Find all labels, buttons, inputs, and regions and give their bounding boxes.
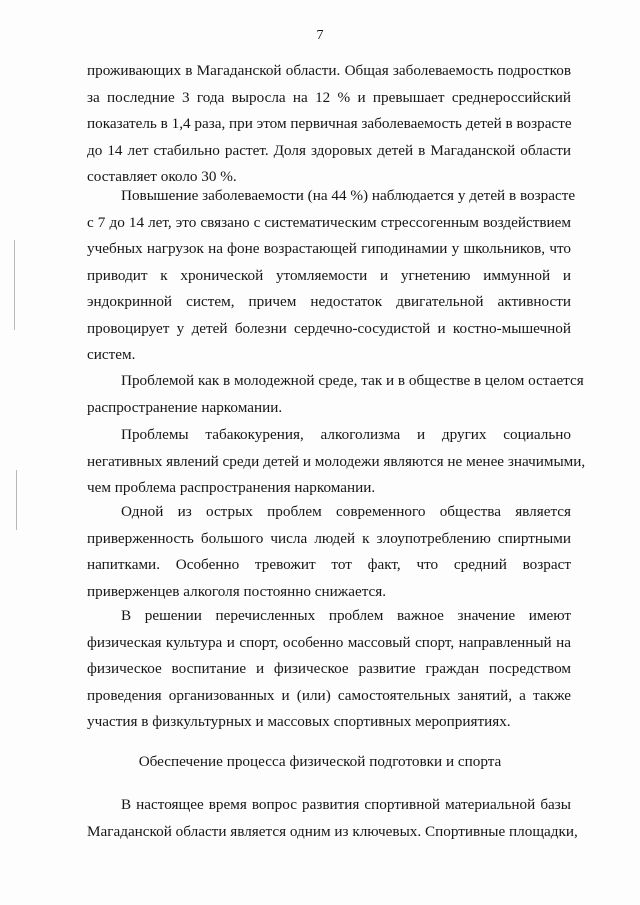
text-line: с 7 до 14 лет, это связано с систематическим стрессогенным воздействием [87, 213, 571, 231]
scan-artifact [14, 240, 15, 330]
text-line: напитками. Особенно тревожит тот факт, что средний возраст [87, 556, 571, 573]
paragraph-7 [87, 792, 578, 845]
paragraph-6 [87, 603, 571, 736]
text-line: показатель в 1,4 раза, при этом первичная заболеваемость детей в возрасте [87, 115, 572, 132]
text-line: до 14 лет стабильно растет. Доля здоровых детей в Магаданской области [87, 141, 571, 159]
text-line: физическая культура и спорт, особенно массовый спорт, направленный на [87, 633, 571, 651]
text-line: проведения организованных и (или) самостоятельных занятий, а также [87, 686, 571, 704]
page-number: 7 [316, 28, 324, 43]
text-line: Магаданской области является одним из ключевых. Спортивные площадки, [87, 822, 578, 840]
text-line: приверженность большого числа людей к злоупотреблению спиртными [87, 529, 571, 547]
text-line: Проблемы табакокурения, алкоголизма и других социально [121, 426, 571, 443]
text-line: приверженцев алкоголя постоянно снижается. [87, 582, 387, 600]
text-line: Проблемой как в молодежной среде, так и в обществе в целом остается [121, 372, 584, 389]
paragraph-4 [87, 422, 586, 502]
text-line: негативных явлений среди детей и молодежи являются не менее значимыми, [87, 452, 586, 470]
text-line: В решении перечисленных проблем важное значение имеют [121, 607, 571, 624]
text-line: систем. [87, 346, 136, 363]
section-heading: Обеспечение процесса физической подготовки и спорта [138, 753, 502, 770]
text-line: Повышение заболеваемости (на 44 %) наблюдается у детей в возрасте [121, 187, 576, 204]
text-line: приводит к хронической утомляемости и угнетению иммунной и [87, 266, 571, 284]
text-line: составляет около 30 %. [87, 168, 237, 185]
text-line: за последние 3 года выросла на 12 % и превышает среднероссийский [87, 88, 571, 106]
paragraph-3 [87, 368, 584, 421]
text-line: распространение наркомании. [87, 398, 283, 416]
text-line: В настоящее время вопрос развития спортивной материальной базы [121, 796, 571, 813]
scan-artifact [16, 470, 17, 530]
text-line: провоцирует у детей болезни сердечно-сосудистой и костно-мышечной [87, 319, 571, 337]
text-line: физическое воспитание и физическое развитие граждан посредством [87, 660, 571, 677]
paragraph-1 [87, 58, 571, 191]
text-line: Одной из острых проблем современного общества является [121, 503, 571, 520]
paragraph-5 [87, 499, 571, 605]
text-line: проживающих в Магаданской области. Общая заболеваемость подростков [87, 62, 571, 79]
text-line: эндокринной систем, причем недостаток двигательной активности [87, 293, 571, 310]
paragraph-2 [87, 183, 576, 369]
text-line: участия в физкультурных и массовых спортивных мероприятиях. [87, 713, 511, 730]
text-line: учебных нагрузок на фоне возрастающей гиподинамии у школьников, что [87, 240, 571, 257]
text-line: чем проблема распространения наркомании. [87, 479, 376, 496]
